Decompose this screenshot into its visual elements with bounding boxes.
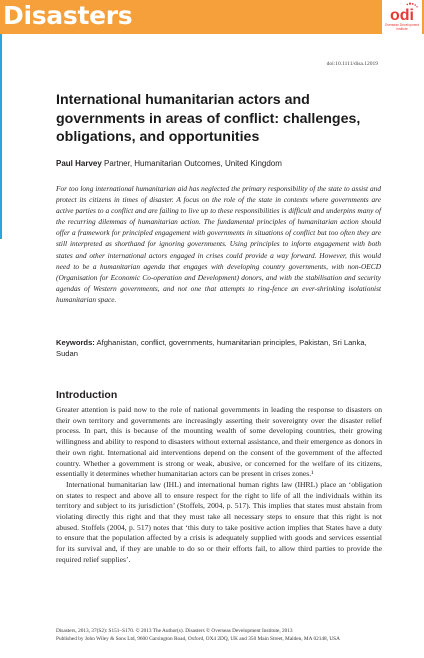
- odi-logo-caption: [382, 23, 422, 31]
- odi-logo-mark-icon: [385, 2, 419, 22]
- author-affiliation: Partner, Humanitarian Outcomes, United Kingdom: [101, 159, 282, 168]
- footer-citation: Disasters, 2013, 37(S2): S151–S170. © 2013 The Author(s). Disasters © Overseas Development Institute, 2013: [56, 628, 293, 634]
- paragraph: Greater attention is paid now to the role of national governments in leading the response to disasters on their own territory and governments are increasingly asserting their sovereignty over the disaster relief process. In part, this is because of the mounting wealth of some developing countries, their growing willingness and ability to respond to disasters without external assistance, and their emergence as donors in their own right. International aid interventions depend on the consent of the government of the affected country. Whether a government is strong or weak, abusive, or concerned for the welfare of its citizens, essentially it determines whether humanitarian actors can be present in crises zones.¹: [56, 405, 382, 479]
- paragraph: International humanitarian law (IHL) and international human rights law (IHRL) place an ‘obligation on states to respect and above all to ensure respect for the right to life of all the individuals within its territory and subject to its jurisdiction’ (Stoffels, 2004, p. 517). This implies that states must abstain from violating directly this right and that they must take all necessary steps to ensure that this right is not abused. Stoffels (2004, p. 517) notes that ‘this duty to take positive action implies that States have a duty to ensure that the population affected by a crisis is adequately supplied with goods and services essential for its survival and, if they are unable to do so or their efforts fail, to allow third parties to provide the required relief supplies’.: [56, 479, 382, 564]
- author-name: Paul Harvey: [56, 159, 102, 168]
- odi-logo-text: odi: [390, 7, 414, 22]
- keywords: [56, 337, 381, 359]
- footer-publisher: Published by John Wiley & Sons Ltd, 9600 Garsington Road, Oxford, OX4 2DQ, UK and 350 Main Street, Malden, MA 02148, USA: [56, 635, 340, 642]
- introduction-body: [56, 405, 382, 566]
- keywords-list: Afghanistan, conflict, governments, humanitarian principles, Pakistan, Sri Lanka, Sudan: [56, 338, 367, 358]
- accent-stripe: [0, 34, 2, 239]
- abstract: For too long international humanitarian aid has neglected the primary responsibility of the state to assist and protect its citizens in times of disaster. A focus on the role of the state in contexts where governments are active parties to a conflict and are failing to live up to these responsibilities is difficult and underpins many of the recurring dilemmas of humanitarian action. The fundamental principles of humanitarian action should offer a framework for principled engagement with governments in situations of conflict but too often they are still interpreted as shorthand for ignoring governments. Using principles to inform engagement with both states and other international actors engaged in crises could provide a way forward. However, this would need to be a humanitarian agenda that engages with developing country governments, with non-OECD (Organisation for Economic Co-operation and Development) donors, and with the stabilisation and security agendas of Western governments, and not one that attempts to ring-fence an ever-shrinking isolationist humanitarian space.: [56, 184, 381, 304]
- author-line: [56, 159, 376, 169]
- odi-logo-caption-line2: Institute: [396, 27, 408, 31]
- odi-logo-caption-line1: Overseas Development: [384, 23, 420, 27]
- page-footer: [56, 628, 386, 643]
- article-title: International humanitarian actors and governments in areas of conflict: challenges, obligations, and opportunities: [56, 92, 361, 145]
- doi: doi:10.1111/disa.12019: [326, 61, 378, 67]
- odi-logo: [382, 0, 422, 34]
- journal-name: Disasters: [3, 1, 133, 30]
- journal-banner: [0, 0, 424, 34]
- keywords-label: Keywords:: [56, 338, 95, 347]
- section-heading-introduction: Introduction: [56, 389, 118, 401]
